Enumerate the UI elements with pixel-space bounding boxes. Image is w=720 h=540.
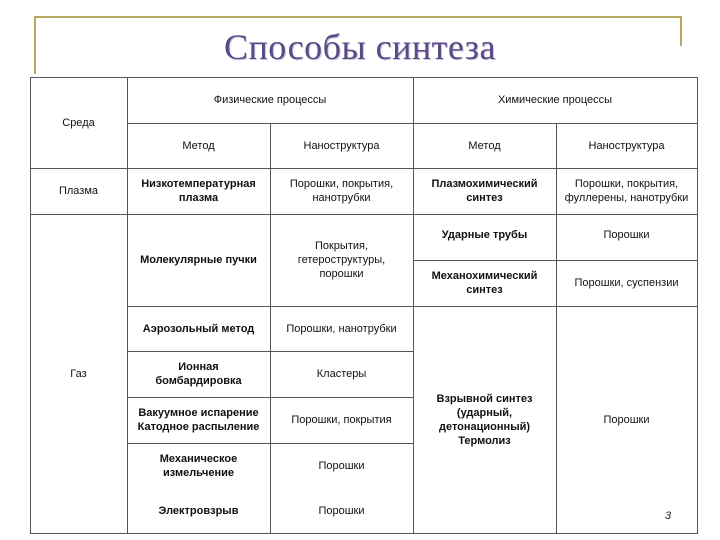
physical-method-3: Аэрозольный метод bbox=[142, 322, 255, 335]
page-number: 3 bbox=[665, 510, 672, 522]
physical-method-2: Молекулярные пучки bbox=[140, 254, 257, 266]
physical-method-1: Низкотемпературная плазма bbox=[141, 178, 256, 204]
physical-nano-6: Порошки bbox=[318, 459, 365, 472]
slide-frame-top bbox=[34, 16, 682, 18]
chemical-nano-2: Порошки bbox=[603, 229, 650, 241]
physical-method-4: Ионная бомбардировка bbox=[155, 361, 242, 387]
physical-nano-1: Порошки, покрытия, нанотрубки bbox=[289, 178, 394, 204]
physical-method-5: Вакуумное испарение Катодное распыление bbox=[137, 407, 260, 433]
header-physical-method: Метод bbox=[182, 139, 215, 152]
header-physical-nanostructure: Наноструктура bbox=[303, 139, 380, 152]
header-chemical-method: Метод bbox=[468, 139, 501, 152]
chemical-nano-4: Порошки bbox=[603, 413, 650, 426]
chemical-nano-1: Порошки, покрытия, фуллерены, нанотрубки bbox=[564, 178, 689, 204]
header-environment: Среда bbox=[62, 116, 95, 129]
chemical-nano-3: Порошки, суспензии bbox=[574, 277, 679, 289]
physical-method-6: Механическое измельчение bbox=[159, 452, 238, 479]
chemical-method-3: Механохимический синтез bbox=[431, 270, 538, 296]
chemical-method-2: Ударные трубы bbox=[441, 229, 528, 241]
physical-method-7: Электровзрыв bbox=[158, 504, 239, 517]
physical-nano-5: Порошки, покрытия bbox=[291, 414, 392, 426]
env-plasma: Плазма bbox=[58, 185, 99, 197]
physical-nano-3: Порошки, нанотрубки bbox=[286, 322, 397, 335]
physical-nano-7: Порошки bbox=[318, 504, 365, 517]
chemical-method-4: Взрывной синтез (ударный, детонационный) Термолиз bbox=[436, 392, 533, 447]
physical-nano-2: Покрытия, гетероструктуры, порошки bbox=[297, 240, 386, 280]
slide-title: Способы синтеза bbox=[223, 27, 496, 67]
header-chemical-nanostructure: Наноструктура bbox=[588, 139, 665, 152]
header-physical-processes: Физические процессы bbox=[213, 94, 327, 106]
header-chemical-processes: Химические процессы bbox=[497, 94, 613, 106]
physical-nano-4: Кластеры bbox=[316, 368, 367, 380]
chemical-method-1: Плазмохимический синтез bbox=[431, 178, 538, 204]
synthesis-table bbox=[30, 77, 698, 533]
env-gas: Газ bbox=[70, 367, 87, 380]
